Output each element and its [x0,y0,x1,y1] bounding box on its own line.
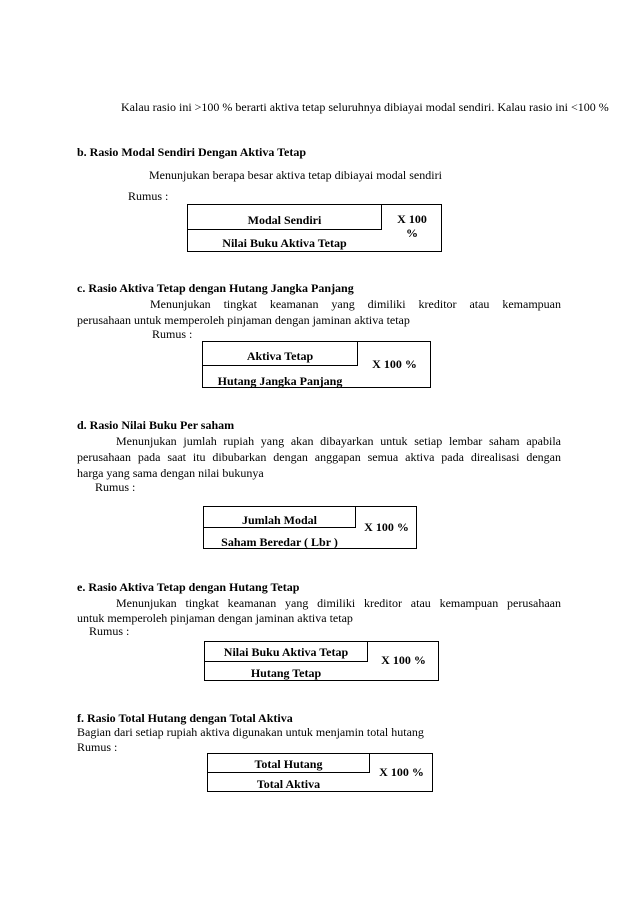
section-f-description: Bagian dari setiap rupiah aktiva digunakan untuk menjamin total hutang [77,725,424,739]
section-f-heading: f. Rasio Total Hutang dengan Total Aktiva [77,711,293,725]
section-b-heading: b. Rasio Modal Sendiri Dengan Aktiva Tetap [77,145,307,159]
section-d-rumus-label: Rumus : [95,480,136,494]
formula-numerator: Total Hutang [254,757,323,771]
section-d-description-line-2: perusahaan pada saat itu dibubarkan dengan anggapan semua aktiva pada direalisasi dengan [77,450,561,464]
formula-denominator: Hutang Tetap [250,666,322,680]
section-c-heading: c. Rasio Aktiva Tetap dengan Hutang Jangka Panjang [77,281,354,295]
section-c-rumus-label: Rumus : [152,327,193,341]
section-b-rumus-label: Rumus : [128,189,169,203]
section-e-rumus-label: Rumus : [89,624,130,638]
formula-multiplier: X 100 % [364,520,409,534]
formula-numerator: Modal Sendiri [247,213,322,227]
section-d-description-line-3: harga yang sama dengan nilai bukunya [77,466,264,480]
section-e-heading: e. Rasio Aktiva Tetap dengan Hutang Tetap [77,580,300,594]
formula-fraction-line [203,527,356,528]
formula-fraction-line [207,772,370,773]
formula-multiplier: X 100 % [379,765,424,779]
formula-multiplier: X 100 [397,212,427,226]
formula-numerator: Nilai Buku Aktiva Tetap [223,645,349,659]
formula-numerator: Aktiva Tetap [246,349,314,363]
section-c-description-line-2: perusahaan untuk memperoleh pinjaman dengan jaminan aktiva tetap [77,313,410,327]
formula-fraction-line [202,365,358,366]
section-f-rumus-label: Rumus : [77,740,118,754]
section-b-description: Menunjukan berapa besar aktiva tetap dibiayai modal sendiri [149,168,442,182]
formula-denominator: Hutang Jangka Panjang [217,374,343,388]
formula-multiplier-unit: % [406,226,418,240]
formula-multiplier: X 100 % [381,653,426,667]
formula-fraction-line [204,661,368,662]
section-e-description-line-2: untuk memperoleh pinjaman dengan jaminan aktiva tetap [77,611,353,625]
formula-numerator: Jumlah Modal [241,513,317,527]
section-d-heading: d. Rasio Nilai Buku Per saham [77,418,235,432]
formula-denominator: Saham Beredar ( Lbr ) [221,535,338,549]
section-c-description-line-1: Menunjukan tingkat keamanan yang dimiliki kreditor atau kemampuan [150,297,561,311]
section-e-description-line-1: Menunjukan tingkat keamanan yang dimiliki kreditor atau kemampuan perusahaan [116,596,561,610]
section-d-description-line-1: Menunjukan jumlah rupiah yang akan dibayarkan untuk setiap lembar saham apabila [116,434,561,448]
formula-multiplier: X 100 % [372,357,417,371]
intro-text: Kalau rasio ini >100 % berarti aktiva tetap seluruhnya dibiayai modal sendiri. Kalau rasio ini <100 % [121,100,609,114]
formula-denominator: Nilai Buku Aktiva Tetap [222,236,347,250]
formula-denominator: Total Aktiva [256,777,321,791]
formula-fraction-line [187,229,382,230]
